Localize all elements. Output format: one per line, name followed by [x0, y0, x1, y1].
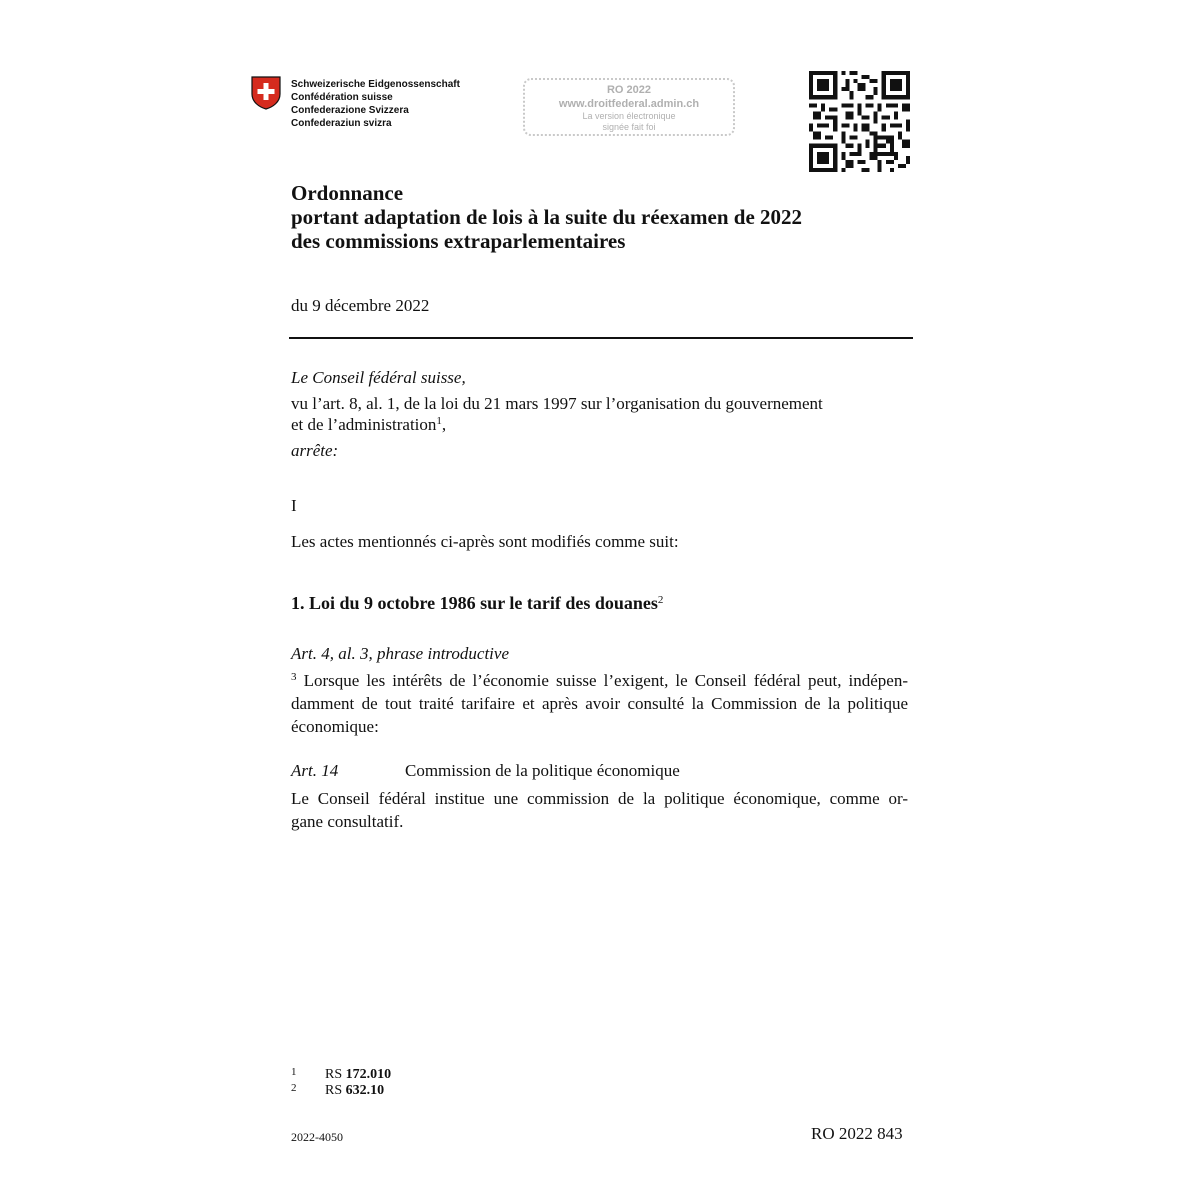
art14-paragraph — [291, 787, 908, 833]
art14-line-2: gane consultatif. — [291, 812, 404, 831]
preamble-authority: Le Conseil fédéral suisse, — [291, 368, 466, 387]
footnote-2-ref[interactable]: 632.10 — [345, 1083, 385, 1098]
art14-label: Art. 14 — [291, 761, 339, 780]
act-heading-text: 1. Loi du 9 octobre 1986 sur le tarif des douanes — [291, 593, 658, 613]
document-number: 2022-4050 — [291, 1130, 343, 1144]
confederation-name-rm: Confederaziun svizra — [291, 118, 392, 129]
footnote-2-number: 2 — [291, 1082, 297, 1094]
footnote-2 — [291, 1080, 384, 1099]
confederation-name-de: Schweizerische Eidgenossenschaft — [291, 79, 460, 90]
section-intro: Les actes mentionnés ci-après sont modifiés comme suit: — [291, 532, 679, 551]
title-line-1: Ordonnance — [291, 181, 404, 205]
preamble-basis-line-1: vu l’art. 8, al. 1, de la loi du 21 mars 1997 sur l’organisation du gouvernement — [291, 394, 823, 413]
footnote-ref-2[interactable]: 2 — [657, 594, 664, 606]
confederation-names — [291, 78, 460, 130]
title-divider — [289, 337, 913, 339]
section-numeral: I — [291, 496, 297, 515]
preamble-basis-line-2 — [291, 413, 446, 436]
art4-line-2: damment de tout traité tarifaire et après avoir consulté la Commission de la politique — [291, 694, 908, 713]
stamp-line-4: signée fait foi — [602, 122, 656, 132]
footnote-1-prefix: RS — [325, 1067, 346, 1082]
act-heading — [291, 593, 663, 614]
document-title — [291, 181, 802, 253]
footnote-1-ref[interactable]: 172.010 — [345, 1067, 392, 1082]
footnote-2-prefix: RS — [325, 1083, 346, 1098]
art4-paragraph — [291, 669, 908, 738]
swiss-crest-icon — [251, 76, 281, 110]
art14-title: Commission de la politique économique — [405, 761, 680, 780]
publication-stamp — [523, 78, 735, 136]
preamble-basis-text: et de l’administration — [291, 415, 437, 434]
confederation-name-it: Confederazione Svizzera — [291, 105, 409, 116]
document-date: du 9 décembre 2022 — [291, 296, 430, 315]
stamp-line-1: RO 2022 — [606, 84, 652, 96]
footnote-ref-1[interactable]: 1 — [436, 415, 442, 427]
preamble-decrees: arrête: — [291, 441, 339, 460]
art14-line-1: Le Conseil fédéral institue une commission de la politique économique, comme or- — [291, 789, 908, 808]
qr-code-icon — [809, 71, 910, 172]
preamble-basis-end: , — [441, 415, 447, 434]
footnote-1-number: 1 — [291, 1066, 297, 1078]
art4-line-3: économique: — [291, 717, 379, 736]
art4-line-1 — [291, 669, 908, 692]
stamp-url[interactable]: www.droitfederal.admin.ch — [558, 98, 700, 110]
art4-label: Art. 4, al. 3, phrase introductive — [291, 644, 509, 663]
title-line-2: portant adaptation de lois à la suite du réexamen de 2022 — [291, 205, 803, 229]
art4-para-number: 3 — [291, 671, 297, 683]
title-line-3: des commissions extraparlementaires — [291, 229, 626, 253]
art4-line-1-text: Lorsque les intérêts de l’économie suisse l’exigent, le Conseil fédéral peut, indépen- — [303, 671, 908, 690]
page-reference: RO 2022 843 — [811, 1124, 903, 1143]
confederation-name-fr: Confédération suisse — [291, 92, 393, 103]
stamp-line-3: La version électronique — [582, 111, 676, 121]
